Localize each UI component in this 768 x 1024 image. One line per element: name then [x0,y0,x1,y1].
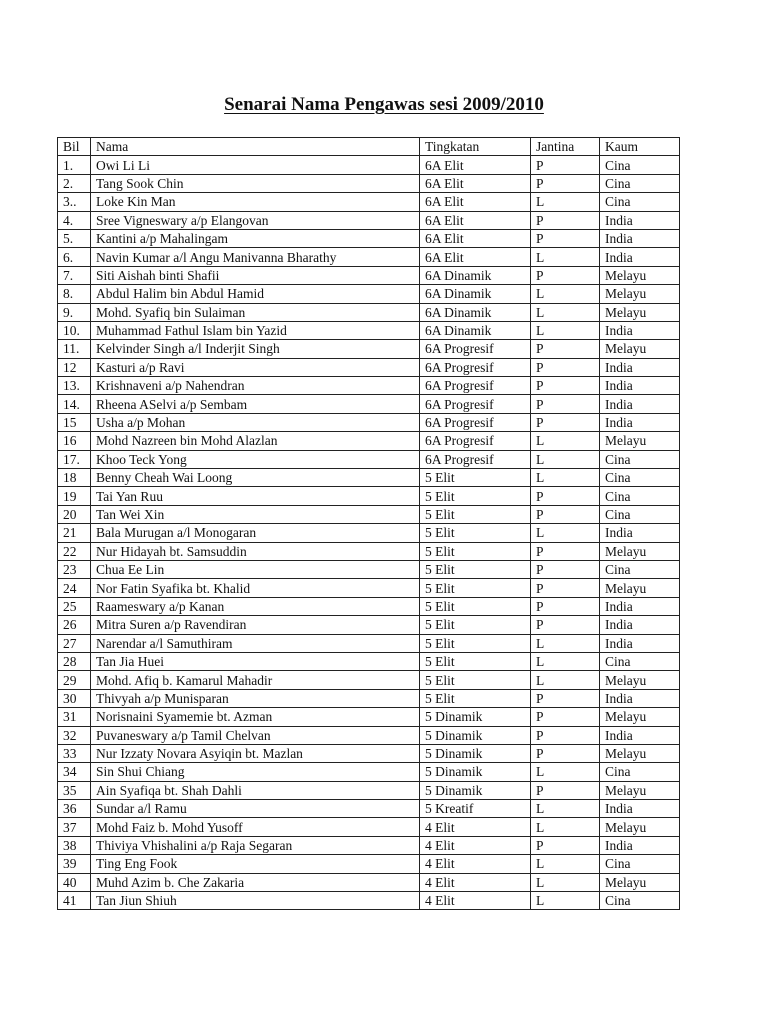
header-kaum: Kaum [600,138,680,156]
cell-tingkatan: 5 Dinamik [420,781,531,799]
cell-jantina: L [531,873,600,891]
table-row [58,597,680,615]
cell-nama: Mohd Nazreen bin Mohd Alazlan [91,432,420,450]
table-row [58,892,680,910]
cell-jantina: P [531,377,600,395]
cell-bil: 34 [58,763,91,781]
cell-jantina: P [531,579,600,597]
cell-bil: 10. [58,321,91,339]
cell-jantina: L [531,285,600,303]
cell-bil: 31 [58,708,91,726]
table-row [58,524,680,542]
cell-bil: 24 [58,579,91,597]
cell-tingkatan: 6A Dinamik [420,285,531,303]
cell-bil: 35 [58,781,91,799]
table-row [58,211,680,229]
cell-jantina: P [531,744,600,762]
document-title: Senarai Nama Pengawas sesi 2009/2010 [224,94,544,115]
table-row [58,781,680,799]
table-row [58,818,680,836]
cell-tingkatan: 5 Dinamik [420,726,531,744]
cell-tingkatan: 6A Progresif [420,358,531,376]
cell-nama: Sree Vigneswary a/p Elangovan [91,211,420,229]
cell-jantina: L [531,321,600,339]
cell-jantina: P [531,836,600,854]
cell-kaum: Melayu [600,579,680,597]
cell-nama: Kelvinder Singh a/l Inderjit Singh [91,340,420,358]
cell-jantina: L [531,469,600,487]
cell-bil: 20 [58,505,91,523]
cell-tingkatan: 5 Elit [420,487,531,505]
cell-jantina: P [531,487,600,505]
cell-nama: Muhd Azim b. Che Zakaria [91,873,420,891]
header-nama: Nama [91,138,420,156]
cell-jantina: P [531,174,600,192]
cell-kaum: Cina [600,505,680,523]
cell-tingkatan: 5 Elit [420,597,531,615]
cell-kaum: Melayu [600,818,680,836]
table-row [58,505,680,523]
prefect-list-table [57,137,680,910]
cell-nama: Mohd. Syafiq bin Sulaiman [91,303,420,321]
cell-kaum: India [600,634,680,652]
table-row [58,579,680,597]
cell-tingkatan: 6A Elit [420,248,531,266]
cell-kaum: India [600,211,680,229]
cell-jantina: L [531,432,600,450]
cell-tingkatan: 6A Elit [420,193,531,211]
cell-tingkatan: 6A Elit [420,156,531,174]
cell-bil: 9. [58,303,91,321]
cell-kaum: India [600,229,680,247]
cell-jantina: L [531,450,600,468]
cell-jantina: P [531,340,600,358]
cell-jantina: P [531,781,600,799]
cell-nama: Siti Aishah binti Shafii [91,266,420,284]
cell-jantina: P [531,229,600,247]
cell-kaum: India [600,800,680,818]
cell-jantina: L [531,248,600,266]
cell-nama: Thiviya Vhishalini a/p Raja Segaran [91,836,420,854]
cell-bil: 26 [58,616,91,634]
cell-tingkatan: 6A Dinamik [420,321,531,339]
cell-jantina: P [531,708,600,726]
table-row [58,266,680,284]
table-row [58,248,680,266]
cell-nama: Tan Jiun Shiuh [91,892,420,910]
cell-tingkatan: 5 Dinamik [420,763,531,781]
cell-jantina: P [531,542,600,560]
table-row [58,487,680,505]
cell-kaum: Melayu [600,542,680,560]
cell-jantina: L [531,193,600,211]
cell-kaum: India [600,616,680,634]
cell-kaum: India [600,248,680,266]
table-row [58,450,680,468]
cell-bil: 22 [58,542,91,560]
cell-nama: Khoo Teck Yong [91,450,420,468]
table-row [58,413,680,431]
cell-tingkatan: 5 Elit [420,469,531,487]
cell-tingkatan: 6A Progresif [420,450,531,468]
cell-bil: 28 [58,652,91,670]
cell-nama: Abdul Halim bin Abdul Hamid [91,285,420,303]
header-bil: Bil [58,138,91,156]
cell-nama: Muhammad Fathul Islam bin Yazid [91,321,420,339]
table-body [58,156,680,910]
cell-tingkatan: 5 Elit [420,671,531,689]
cell-kaum: Cina [600,450,680,468]
cell-bil: 4. [58,211,91,229]
cell-kaum: Cina [600,174,680,192]
cell-nama: Nur Hidayah bt. Samsuddin [91,542,420,560]
cell-bil: 30 [58,689,91,707]
table-row [58,395,680,413]
cell-bil: 29 [58,671,91,689]
cell-kaum: India [600,358,680,376]
cell-kaum: India [600,524,680,542]
cell-kaum: Melayu [600,303,680,321]
cell-jantina: L [531,855,600,873]
cell-nama: Navin Kumar a/l Angu Manivanna Bharathy [91,248,420,266]
cell-tingkatan: 5 Dinamik [420,744,531,762]
cell-bil: 14. [58,395,91,413]
cell-nama: Ain Syafiqa bt. Shah Dahli [91,781,420,799]
cell-bil: 39 [58,855,91,873]
cell-nama: Tang Sook Chin [91,174,420,192]
table-row [58,616,680,634]
cell-tingkatan: 6A Dinamik [420,303,531,321]
cell-bil: 11. [58,340,91,358]
cell-kaum: India [600,597,680,615]
cell-tingkatan: 6A Progresif [420,395,531,413]
cell-nama: Tan Wei Xin [91,505,420,523]
cell-bil: 25 [58,597,91,615]
table-row [58,303,680,321]
cell-jantina: L [531,892,600,910]
cell-bil: 2. [58,174,91,192]
cell-bil: 17. [58,450,91,468]
cell-jantina: L [531,800,600,818]
cell-jantina: P [531,726,600,744]
cell-tingkatan: 4 Elit [420,873,531,891]
cell-bil: 36 [58,800,91,818]
cell-tingkatan: 4 Elit [420,818,531,836]
cell-bil: 32 [58,726,91,744]
cell-kaum: Melayu [600,432,680,450]
cell-kaum: Cina [600,892,680,910]
table-row [58,174,680,192]
cell-jantina: L [531,524,600,542]
cell-jantina: P [531,689,600,707]
cell-bil: 18 [58,469,91,487]
cell-kaum: Cina [600,469,680,487]
cell-tingkatan: 5 Dinamik [420,708,531,726]
cell-tingkatan: 6A Progresif [420,340,531,358]
cell-bil: 12 [58,358,91,376]
table-row [58,229,680,247]
cell-bil: 8. [58,285,91,303]
cell-nama: Tai Yan Ruu [91,487,420,505]
cell-jantina: P [531,616,600,634]
table-row [58,321,680,339]
table-row [58,340,680,358]
cell-tingkatan: 6A Elit [420,211,531,229]
cell-nama: Sundar a/l Ramu [91,800,420,818]
table-row [58,358,680,376]
cell-bil: 38 [58,836,91,854]
cell-kaum: Melayu [600,266,680,284]
cell-kaum: Melayu [600,744,680,762]
header-tingkatan: Tingkatan [420,138,531,156]
cell-nama: Narendar a/l Samuthiram [91,634,420,652]
cell-jantina: L [531,818,600,836]
table-row [58,156,680,174]
cell-bil: 13. [58,377,91,395]
cell-nama: Puvaneswary a/p Tamil Chelvan [91,726,420,744]
cell-bil: 3.. [58,193,91,211]
cell-bil: 15 [58,413,91,431]
table-row [58,855,680,873]
cell-kaum: Melayu [600,781,680,799]
cell-tingkatan: 4 Elit [420,836,531,854]
cell-nama: Usha a/p Mohan [91,413,420,431]
cell-nama: Ting Eng Fook [91,855,420,873]
cell-kaum: India [600,689,680,707]
cell-bil: 7. [58,266,91,284]
table-row [58,836,680,854]
cell-kaum: India [600,395,680,413]
cell-jantina: P [531,358,600,376]
cell-tingkatan: 5 Elit [420,505,531,523]
table-row [58,763,680,781]
cell-jantina: P [531,211,600,229]
cell-jantina: L [531,652,600,670]
cell-nama: Mohd. Afiq b. Kamarul Mahadir [91,671,420,689]
cell-kaum: India [600,321,680,339]
cell-nama: Owi Li Li [91,156,420,174]
cell-jantina: P [531,395,600,413]
table-row [58,726,680,744]
cell-kaum: Melayu [600,340,680,358]
cell-nama: Mitra Suren a/p Ravendiran [91,616,420,634]
cell-nama: Bala Murugan a/l Monogaran [91,524,420,542]
cell-jantina: L [531,671,600,689]
cell-tingkatan: 6A Progresif [420,413,531,431]
cell-nama: Krishnaveni a/p Nahendran [91,377,420,395]
cell-nama: Nur Izzaty Novara Asyiqin bt. Mazlan [91,744,420,762]
cell-bil: 37 [58,818,91,836]
table-row [58,542,680,560]
cell-kaum: Cina [600,652,680,670]
cell-tingkatan: 5 Kreatif [420,800,531,818]
cell-jantina: L [531,763,600,781]
cell-tingkatan: 5 Elit [420,616,531,634]
cell-kaum: Cina [600,156,680,174]
cell-bil: 23 [58,560,91,578]
cell-jantina: L [531,303,600,321]
cell-kaum: India [600,726,680,744]
table-row [58,689,680,707]
cell-kaum: India [600,413,680,431]
cell-kaum: Melayu [600,873,680,891]
cell-kaum: Melayu [600,671,680,689]
header-jantina: Jantina [531,138,600,156]
table-row [58,193,680,211]
cell-jantina: P [531,560,600,578]
cell-nama: Kasturi a/p Ravi [91,358,420,376]
cell-bil: 6. [58,248,91,266]
cell-tingkatan: 6A Progresif [420,377,531,395]
table-row [58,708,680,726]
cell-nama: Nor Fatin Syafika bt. Khalid [91,579,420,597]
cell-bil: 27 [58,634,91,652]
cell-kaum: Cina [600,763,680,781]
cell-bil: 41 [58,892,91,910]
table-row [58,800,680,818]
table-row [58,560,680,578]
cell-jantina: P [531,413,600,431]
table-row [58,469,680,487]
cell-jantina: P [531,266,600,284]
cell-kaum: Cina [600,193,680,211]
cell-tingkatan: 6A Elit [420,174,531,192]
table-row [58,285,680,303]
cell-nama: Chua Ee Lin [91,560,420,578]
cell-tingkatan: 5 Elit [420,579,531,597]
cell-tingkatan: 6A Dinamik [420,266,531,284]
cell-nama: Norisnaini Syamemie bt. Azman [91,708,420,726]
cell-tingkatan: 5 Elit [420,542,531,560]
table-row [58,634,680,652]
cell-nama: Thivyah a/p Munisparan [91,689,420,707]
cell-bil: 33 [58,744,91,762]
cell-kaum: India [600,836,680,854]
cell-jantina: L [531,634,600,652]
cell-tingkatan: 4 Elit [420,855,531,873]
table-row [58,377,680,395]
cell-jantina: P [531,505,600,523]
cell-kaum: India [600,377,680,395]
cell-nama: Benny Cheah Wai Loong [91,469,420,487]
table-row [58,873,680,891]
cell-tingkatan: 4 Elit [420,892,531,910]
cell-bil: 19 [58,487,91,505]
cell-kaum: Cina [600,855,680,873]
cell-nama: Sin Shui Chiang [91,763,420,781]
cell-tingkatan: 6A Elit [420,229,531,247]
cell-tingkatan: 6A Progresif [420,432,531,450]
cell-jantina: P [531,156,600,174]
cell-bil: 16 [58,432,91,450]
table-header-row [58,138,680,156]
cell-nama: Mohd Faiz b. Mohd Yusoff [91,818,420,836]
table-row [58,671,680,689]
table-row [58,432,680,450]
cell-bil: 21 [58,524,91,542]
cell-tingkatan: 5 Elit [420,634,531,652]
cell-tingkatan: 5 Elit [420,560,531,578]
cell-bil: 40 [58,873,91,891]
cell-kaum: Melayu [600,285,680,303]
cell-bil: 1. [58,156,91,174]
cell-nama: Tan Jia Huei [91,652,420,670]
cell-kaum: Melayu [600,708,680,726]
cell-bil: 5. [58,229,91,247]
cell-kaum: Cina [600,560,680,578]
cell-tingkatan: 5 Elit [420,652,531,670]
cell-kaum: Cina [600,487,680,505]
table-row [58,652,680,670]
cell-jantina: P [531,597,600,615]
cell-nama: Loke Kin Man [91,193,420,211]
table-row [58,744,680,762]
cell-tingkatan: 5 Elit [420,689,531,707]
cell-nama: Raameswary a/p Kanan [91,597,420,615]
cell-nama: Rheena ASelvi a/p Sembam [91,395,420,413]
cell-nama: Kantini a/p Mahalingam [91,229,420,247]
cell-tingkatan: 5 Elit [420,524,531,542]
